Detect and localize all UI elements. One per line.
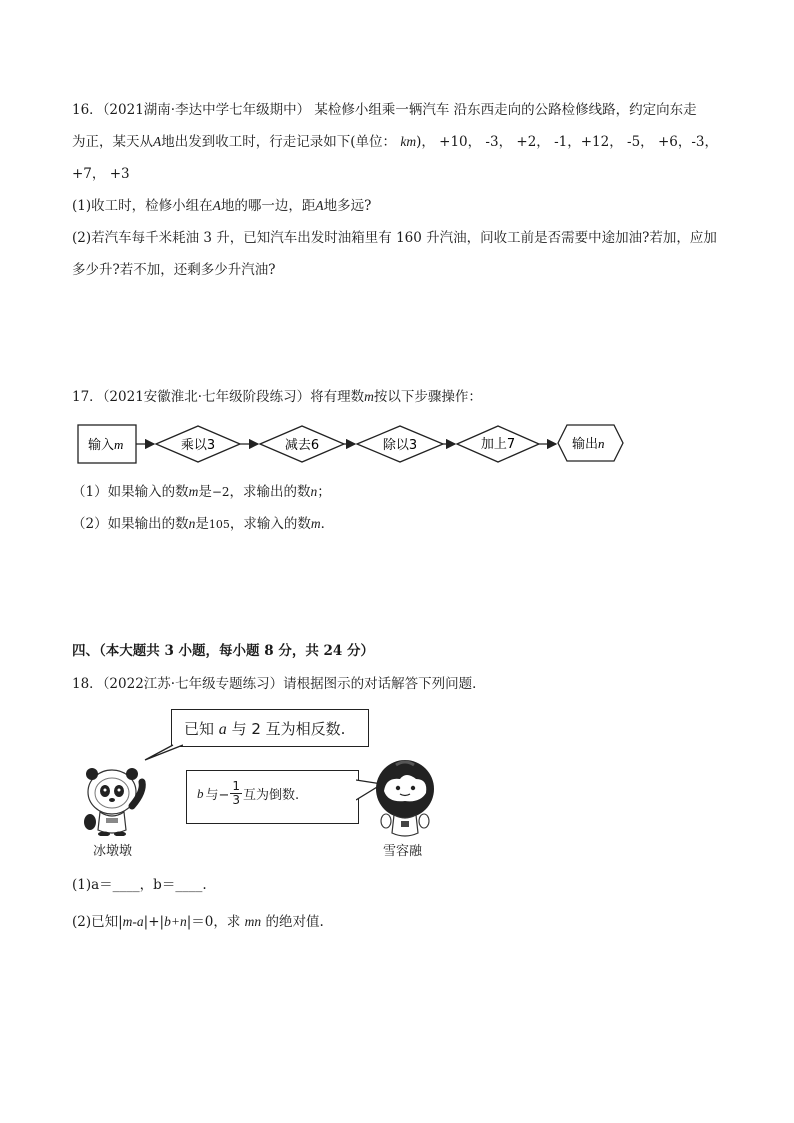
q16-sub1 bbox=[72, 197, 371, 215]
q17-intro-post: 按以下步骤操作： bbox=[373, 389, 482, 405]
bubble1-post: 与 2 互为相反数. bbox=[231, 720, 346, 738]
q17-sub1-n: n bbox=[310, 484, 318, 499]
flow-input-label: 输入m bbox=[88, 437, 124, 453]
q17-sub1-b: 是 bbox=[198, 484, 212, 500]
q18-number: 18． bbox=[72, 676, 103, 692]
bubble1-pre: 已知 bbox=[184, 720, 215, 738]
q17-number: 17． bbox=[72, 389, 103, 405]
flow-step3-label: 除以3 bbox=[382, 438, 418, 453]
bubble2-text bbox=[197, 780, 299, 807]
q16-records-line3: +7， +3 bbox=[72, 166, 130, 182]
q17-sub1 bbox=[72, 483, 331, 501]
q18-sub2-expr1: m-a bbox=[122, 914, 144, 929]
q17-sub2-m: m bbox=[310, 516, 321, 531]
speech-bubble-1 bbox=[171, 709, 369, 747]
q16-number: 16． bbox=[72, 102, 103, 118]
q18-sub2-mid: |+| bbox=[143, 914, 165, 930]
q17-sub2 bbox=[72, 515, 334, 534]
bubble2-denominator: 3 bbox=[232, 793, 241, 807]
bubble2-mid: 与− bbox=[205, 788, 230, 803]
q17-source: （2021安徽淮北·七年级阶段练习） bbox=[102, 389, 311, 405]
q18-sub2-pre: (2)已知| bbox=[72, 914, 123, 930]
q17-sub2-d: ． bbox=[320, 516, 335, 532]
q17-sub2-a: （2）如果输出的数 bbox=[72, 516, 189, 532]
shuey-rhon-rhon-mascot-icon bbox=[370, 757, 440, 839]
bubble2-numerator: 1 bbox=[232, 779, 241, 793]
q16-source: （2021湖南·李达中学七年级期中） bbox=[102, 102, 311, 118]
q16-sub2-b: 多少升?若不加，还剩多少升汽油? bbox=[72, 262, 276, 278]
char1-caption: 冰墩墩 bbox=[93, 844, 133, 859]
bubble2-fraction bbox=[230, 780, 242, 807]
flow-step1-label: 乘以3 bbox=[180, 438, 216, 453]
q16-sub1-post: 地多远? bbox=[323, 198, 372, 214]
q18-sub2 bbox=[72, 913, 324, 931]
q17-sub1-m: m bbox=[188, 484, 199, 499]
q17-sub2-value: 105 bbox=[208, 518, 230, 531]
q18-source: （2022江苏·七年级专题练习） bbox=[102, 676, 284, 692]
q16-intro-b3: )， bbox=[416, 134, 435, 150]
q16-intro-b1: 为正，某天从 bbox=[72, 134, 153, 150]
q16-sub1-pre: (1)收工时，检修小组在 bbox=[72, 198, 213, 214]
bubble2-post: 互为倒数. bbox=[243, 788, 300, 803]
char2-caption: 雪容融 bbox=[383, 844, 423, 859]
q16-line2 bbox=[72, 133, 718, 151]
q18-sub1: (1)a＝____，b＝____. bbox=[72, 877, 207, 893]
q18-sub2-post: |＝0，求 bbox=[186, 914, 241, 930]
bubble1-text bbox=[184, 718, 345, 739]
q18-sub2-mn: mn bbox=[244, 914, 262, 929]
q16-records-line2: +10， -3， +2， -1，+12， -5， +6，-3， bbox=[439, 134, 718, 150]
q16-sub1-A2: A bbox=[315, 198, 324, 213]
q17-sub1-d: ； bbox=[317, 484, 331, 500]
q17-sub1-a: （1）如果输入的数 bbox=[72, 484, 189, 500]
bubble1-var-a: a bbox=[218, 721, 227, 738]
speech-bubble-2 bbox=[186, 770, 359, 824]
q17-sub2-c: ，求输入的数 bbox=[229, 516, 311, 532]
q17-sub1-c: ，求输出的数 bbox=[229, 484, 311, 500]
flow-step4-label: 加上7 bbox=[480, 437, 516, 452]
q17-var-m: m bbox=[364, 389, 374, 404]
q16-unit: km bbox=[400, 134, 417, 149]
q17-intro-pre: 将有理数 bbox=[310, 389, 365, 405]
q17-flowchart bbox=[0, 415, 794, 475]
flow-output-label: 输出n bbox=[572, 436, 605, 452]
q16-var-A: A bbox=[153, 134, 162, 149]
q18-intro bbox=[72, 675, 486, 693]
q18-sub2-expr2: b+n bbox=[164, 914, 187, 929]
q18-sub2-end: 的绝对值. bbox=[265, 914, 324, 930]
q17-sub2-b: 是 bbox=[195, 516, 209, 532]
q18-intro-text: 请根据图示的对话解答下列问题． bbox=[283, 676, 486, 692]
q17-intro bbox=[72, 388, 482, 406]
flow-step2-label: 减去6 bbox=[284, 438, 320, 453]
q17-sub2-n: n bbox=[188, 516, 196, 531]
bubble2-var-b: b bbox=[197, 785, 204, 801]
q16-intro-a: 某检修小组乘一辆汽车 沿东西走向的公路检修线路，约定向东走 bbox=[314, 102, 697, 118]
q16-sub2-a: (2)若汽车每千米耗油 3 升，已知汽车出发时油箱里有 160 升汽油，问收工前是否需要中途加油?若加，应加 bbox=[72, 230, 717, 246]
q17-sub1-value: −2 bbox=[211, 485, 230, 499]
q16-sub1-mid: 地的哪一边，距 bbox=[220, 198, 316, 214]
q16-line1 bbox=[72, 101, 697, 119]
section4-title: 四、（本大题共 3 小题，每小题 8 分，共 24 分） bbox=[72, 643, 375, 659]
q16-sub1-A1: A bbox=[212, 198, 221, 213]
q16-intro-b2: 地出发到收工时，行走记录如下(单位： bbox=[161, 134, 397, 150]
bing-dwen-dwen-mascot-icon bbox=[72, 756, 162, 836]
